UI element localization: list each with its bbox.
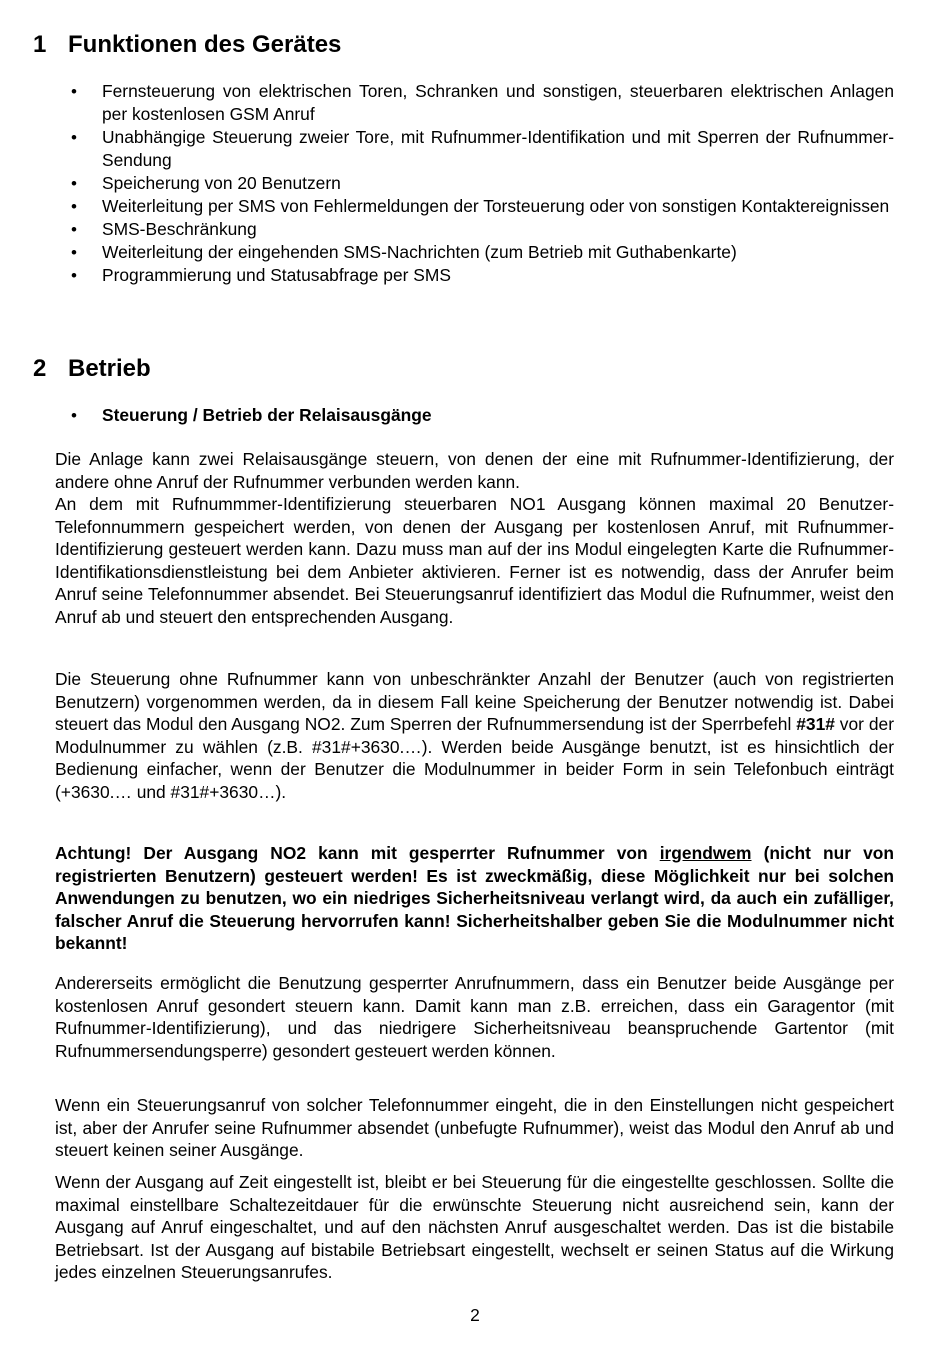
bullet-icon: • [71, 266, 77, 285]
section-1-number: 1 [33, 31, 47, 58]
underlined-word: irgendwem [659, 843, 752, 863]
paragraph-no2-output: Die Steuerung ohne Rufnummer kann von unbeschränkter Anzahl der Benutzer (auch von registrierten Benutzern) vorgenommen werden, da in diesem Fall keine Speicherung der Benutzer notwendig ist. Dabei steuert das Modul den Ausgang NO2. Zum Sperren der Rufnummersendung ist der Sperrbefehl #31# vor der Modulnummer zu wählen (z.B. #31#+3630.…). Werden beide Ausgänge benutzt, ist es hinsichtlich der Bedienung einfacher, wenn der Benutzer die Modulnummer in beider Form in sein Telefonbuch einträgt (+3630.… und #31#+3630…). [55, 669, 894, 802]
paragraph-intro: Die Anlage kann zwei Relaisausgänge steuern, von denen der eine mit Rufnummer-Identifizierung, der andere ohne Anruf der Rufnummer verbunden werden kann. [55, 449, 894, 492]
section-1-heading [33, 30, 341, 60]
paragraph-blocked-numbers: Andererseits ermöglicht die Benutzung gesperrter Anrufnummern, dass ein Benutzer beide Ausgänge per kostenlosen Anruf gesondert steuern kann. Damit kann man z.B. erreichen, dass ein Garagentor (mit Rufnummer-Identifizierung), und das niedrigere Sicherheitsniveau beanspruchende Gartentor (mit Rufnummersendungsperre) gesondert gesteuert werden können. [55, 973, 894, 1061]
features-list [0, 80, 950, 287]
bullet-icon: • [71, 128, 77, 147]
section-2-heading [33, 354, 151, 384]
paragraph-no1-output: An dem mit Rufnummmer-Identifizierung steuerbaren NO1 Ausgang können maximal 20 Benutzer-Telefonnummern gespeichert werden, von denen der Ausgang per kostenlosen Anruf, mit Rufnummer-Identifizierung gesteuert werden kann. Dazu muss man auf der ins Modul eingelegten Karte die Rufnummer-Identifikationsdienstleistung bei dem Anbieter aktivieren. Ferner ist es notwendig, dass der Anrufer beim Anruf seine Telefonnummer absendet. Bei Steuerungsanruf identifiziert das Modul die Rufnummer, weist den Anruf ab und steuert den entsprechenden Ausgang. [55, 494, 894, 627]
bullet-icon: • [71, 197, 77, 216]
bullet-icon: • [71, 243, 77, 262]
paragraph-unauthorized-number: Wenn ein Steuerungsanruf von solcher Telefonnummer eingeht, die in den Einstellungen nicht gespeichert ist, aber der Anrufer seine Rufnummer absendet (unbefugte Rufnummer), weist das Modul den Anruf ab und steuert keinen seiner Ausgänge. [55, 1095, 894, 1161]
list-item: • Weiterleitung per SMS von Fehlermeldungen der Torsteuerung oder von sonstigen Kontaktereignissen [71, 196, 890, 216]
list-item: • Weiterleitung der eingehenden SMS-Nachrichten (zum Betrieb mit Guthabenkarte) [71, 242, 737, 262]
paragraph-bistable-mode: Wenn der Ausgang auf Zeit eingestellt ist, bleibt er bei Steuerung für die eingestellte geschlossen. Sollte die maximal einstellbare Schaltezeitdauer für die erwünschte Steuerung nicht ausreichend sein, kann der Ausgang auf Anruf eingeschaltet, und auf den nächsten Anruf ausgeschaltet werden. Das ist die bistabile Betriebsart. Ist der Ausgang auf bistabile Betriebsart eingestellt, wechselt er seinen Status auf die Wirkung jedes einzelnen Steuerungsanrufes. [55, 1172, 894, 1283]
list-item: • Speicherung von 20 Benutzern [71, 173, 341, 193]
page-number: 2 [470, 1305, 480, 1325]
subheading-list [0, 404, 950, 427]
bullet-icon: • [71, 220, 77, 239]
list-item: • Fernsteuerung von elektrischen Toren, Schranken und sonstigen, steuerbaren elektrischen Anlagen per kostenlosen GSM Anruf [71, 81, 894, 124]
section-2-title: Betrieb [68, 355, 151, 382]
subheading-item [0, 404, 894, 427]
bullet-icon: • [71, 82, 77, 101]
bullet-icon: • [71, 406, 77, 425]
bullet-icon: • [71, 174, 77, 193]
list-item: • SMS-Beschränkung [71, 219, 257, 239]
section-2-number: 2 [33, 355, 47, 382]
subheading-relay-outputs: Steuerung / Betrieb der Relaisausgänge [102, 405, 432, 425]
block-command-code: #31# [796, 714, 835, 735]
list-item: • Unabhängige Steuerung zweier Tore, mit Rufnummer-Identifikation und mit Sperren der Rufnummer-Sendung [71, 127, 894, 170]
section-1-title: Funktionen des Gerätes [68, 31, 342, 58]
warning-paragraph: Achtung! Der Ausgang NO2 kann mit gesperrter Rufnummer von irgendwem (nicht nur von registrierten Benutzern) gesteuert werden! Es ist zweckmäßig, diese Möglichkeit nur bei solchen Anwendungen zu benutzen, wo ein niedriges Sicherheitsniveau verlangt wird, da auch ein zufälliger, falscher Anruf die Steuerung hervorrufen kann! Sicherheitshalber geben Sie die Modulnummer nicht bekannt! [55, 843, 894, 954]
list-item: • Programmierung und Statusabfrage per SMS [71, 265, 451, 285]
